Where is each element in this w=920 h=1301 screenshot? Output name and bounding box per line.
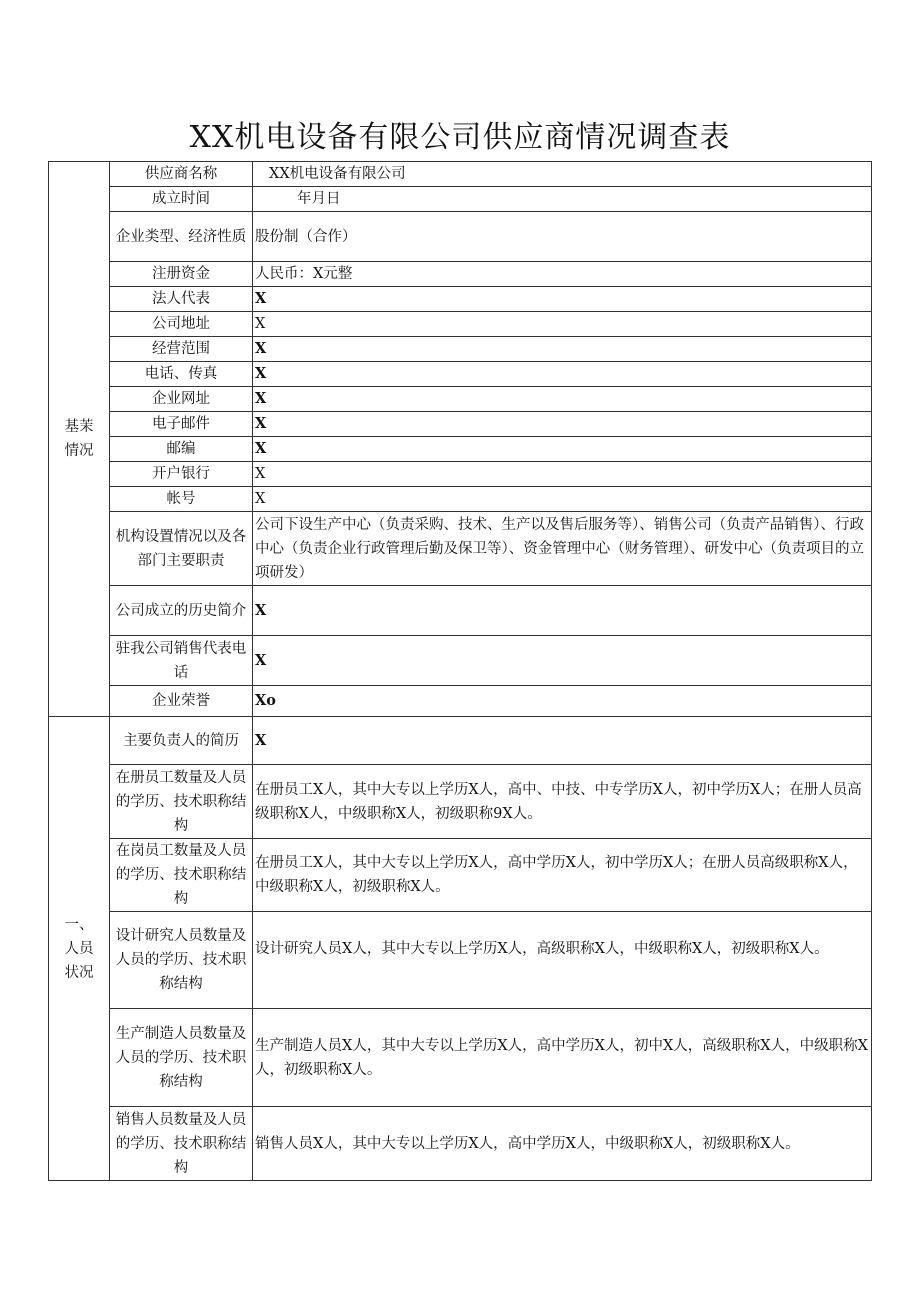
table-row	[49, 1009, 872, 1107]
value-business-scope: X	[253, 337, 872, 362]
value-website: X	[253, 387, 872, 412]
value-company-address: X	[253, 312, 872, 337]
section-staff-label	[49, 717, 110, 1181]
label-legal-representative: 法人代表	[110, 287, 253, 312]
table-row	[49, 686, 872, 717]
label-sales-staff: 销售人员数量及人员的学历、技术职称结构	[110, 1107, 253, 1181]
label-phone-fax: 电话、传真	[110, 362, 253, 387]
value-phone-fax: X	[253, 362, 872, 387]
section-basic-line2: 情况	[64, 443, 94, 459]
label-honors: 企业荣誉	[110, 686, 253, 717]
value-registered-staff: 在册员工X人，其中大专以上学历X人，高中、中技、中专学历X人，初中学历X人；在册人员高级职称X人，中级职称X人，初级职称9X人。	[253, 765, 872, 839]
label-company-history: 公司成立的历史简介	[110, 586, 253, 636]
table-row	[49, 437, 872, 462]
label-postcode: 邮编	[110, 437, 253, 462]
value-account: X	[253, 487, 872, 512]
value-principal-resume: X	[253, 717, 872, 765]
value-registered-capital: 人民币：X元整	[253, 262, 872, 287]
label-registered-capital: 注册资金	[110, 262, 253, 287]
label-design-staff: 设计研究人员数量及人员的学历、技术职称结构	[110, 912, 253, 1009]
value-bank: X	[253, 462, 872, 487]
value-postcode: X	[253, 437, 872, 462]
value-company-history: X	[253, 586, 872, 636]
label-registered-staff: 在册员工数量及人员的学历、技术职称结构	[110, 765, 253, 839]
label-bank: 开户银行	[110, 462, 253, 487]
label-website: 企业网址	[110, 387, 253, 412]
value-sales-rep-phone: X	[253, 636, 872, 686]
label-business-scope: 经营范围	[110, 337, 253, 362]
label-enterprise-type: 企业类型、经济性质	[110, 212, 253, 262]
value-founded-date: 年月日	[253, 187, 872, 212]
value-sales-staff: 销售人员X人，其中大专以上学历X人，高中学历X人，中级职称X人，初级职称X人。	[253, 1107, 872, 1181]
table-row	[49, 337, 872, 362]
value-organization: 公司下设生产中心（负责采购、技术、生产以及售后服务等）、销售公司（负责产品销售）、行政中心（负责企业行政管理后勤及保卫等）、资金管理中心（财务管理）、研发中心（负责项目的立项研发）	[253, 512, 872, 586]
table-row	[49, 212, 872, 262]
section-basic-line1: 基茉	[64, 419, 94, 435]
label-account: 帐号	[110, 487, 253, 512]
table-row	[49, 262, 872, 287]
table-row	[49, 312, 872, 337]
label-founded-date: 成立时间	[110, 187, 253, 212]
section-staff-line1: 一、	[64, 916, 94, 933]
table-row	[49, 717, 872, 765]
label-organization: 机构设置情况以及各部门主要职责	[110, 512, 253, 586]
label-onduty-staff: 在岗员工数量及人员的学历、技术职称结构	[110, 839, 253, 912]
label-sales-rep-phone: 驻我公司销售代表电话	[110, 636, 253, 686]
table-row	[49, 462, 872, 487]
value-email: X	[253, 412, 872, 437]
value-honors: Xo	[253, 686, 872, 717]
table-row	[49, 162, 872, 187]
label-production-staff: 生产制造人员数量及人员的学历、技术职称结构	[110, 1009, 253, 1107]
value-supplier-name: XX机电设备有限公司	[253, 162, 872, 187]
section-staff-line2: 人员	[64, 940, 94, 957]
section-basic-label	[49, 162, 110, 717]
label-email: 电子邮件	[110, 412, 253, 437]
table-row	[49, 362, 872, 387]
table-row	[49, 512, 872, 586]
table-row	[49, 912, 872, 1009]
table-row	[49, 187, 872, 212]
table-row	[49, 412, 872, 437]
table-row	[49, 387, 872, 412]
table-row	[49, 586, 872, 636]
value-legal-representative: X	[253, 287, 872, 312]
table-row	[49, 1107, 872, 1181]
table-row	[49, 636, 872, 686]
table-row	[49, 765, 872, 839]
value-onduty-staff: 在册员工X人，其中大专以上学历X人，高中学历X人，初中学历X人；在册人员高级职称X人，中级职称X人，初级职称X人。	[253, 839, 872, 912]
label-principal-resume: 主要负责人的简历	[110, 717, 253, 765]
section-staff-line3: 状况	[64, 964, 94, 981]
supplier-survey-table	[48, 161, 872, 1181]
table-row	[49, 839, 872, 912]
value-design-staff: 设计研究人员X人，其中大专以上学历X人，高级职称X人，中级职称X人，初级职称X人。	[253, 912, 872, 1009]
value-production-staff: 生产制造人员X人，其中大专以上学历X人，高中学历X人，初中X人，高级职称X人，中级职称X人，初级职称X人。	[253, 1009, 872, 1107]
table-row	[49, 287, 872, 312]
table-row	[49, 487, 872, 512]
page-title: XX机电设备有限公司供应商情况调查表	[189, 120, 731, 155]
value-enterprise-type: 股份制（合作）	[253, 212, 872, 262]
label-company-address: 公司地址	[110, 312, 253, 337]
label-supplier-name: 供应商名称	[110, 162, 253, 187]
